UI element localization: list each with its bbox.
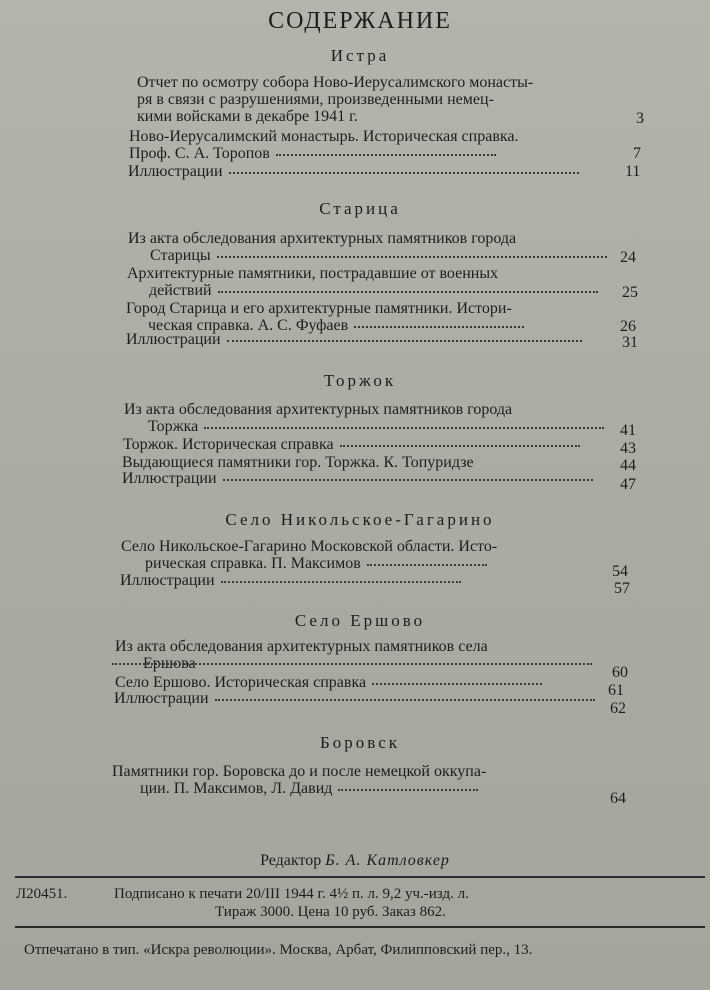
page-number: 11 [625,163,641,180]
dot-leader [229,171,579,174]
dot-leader [215,698,595,701]
page-number: 64 [610,790,626,807]
imprint-code: Л20451. [16,886,68,902]
section-title-ershovo: Село Ершово [294,611,426,630]
entry-line: Село Ершово. Историческая справка [115,674,367,691]
entry-line: Выдающиеся памятники гор. Торжка. К. Топуридзе [122,454,474,471]
entry-line: Проф. С. А. Торопов [129,145,270,162]
entry-line: Архитектурные памятники, пострадавшие от военных [127,265,499,282]
toc-entry [115,674,542,691]
page-number: 54 [612,563,628,580]
section-title-borovsk: Боровск [320,733,400,752]
toc-entry [129,128,519,162]
toc-entry [123,436,580,453]
entry-line: Город Старица и его архитектурные памятники. Истори- [126,300,512,317]
entry-line: Памятники гор. Боровска до и после немецкой оккупа- [112,763,487,780]
toc-entry [126,331,582,348]
dot-leader [372,682,542,685]
dot-leader [340,444,580,447]
divider-top [15,876,705,878]
page-number: 61 [608,682,624,699]
entry-line: Старицы [150,247,211,264]
page-number: 31 [622,334,638,351]
printer-line: Отпечатано в тип. «Искра революции». Москва, Арбат, Филипповский пер., 13. [24,942,533,958]
toc-entry [120,572,461,589]
page-number: 43 [620,440,636,457]
entry-line: ческая справка. А. С. Фуфаев [148,317,349,334]
page-number: 7 [633,145,641,162]
entry-line: Из акта обследования архитектурных памятников города [128,230,517,247]
dot-leader [276,153,496,156]
dot-leader [223,478,593,481]
entry-line: действий [149,282,212,299]
toc-entry [126,300,524,334]
entry-line: Иллюстрации [128,163,223,180]
dot-leader [354,325,524,328]
toc-entry [124,401,604,435]
toc-entry [122,454,474,471]
toc-entry [127,265,598,299]
dot-leader [367,563,487,566]
section-title-istra: Истра [330,46,390,65]
toc-entry [122,470,593,487]
entry-line: Ново-Иерусалимский монастырь. Историческая справка. [129,128,519,145]
entry-line: кими войсками в декабре 1941 г. [137,108,358,125]
section-title-nikolskoe-gagarino: Село Никольское-Гагарино [225,510,495,529]
page-number: 62 [610,700,626,717]
toc-leader-row [112,654,592,671]
editor-label: Редактор [260,852,322,869]
editor-name: Б. А. Катловкер [325,852,450,869]
page-number: 47 [620,476,636,493]
entry-line: ря в связи с разрушениями, произведенными немец- [137,91,494,108]
toc-entry [121,538,497,572]
dot-leader [112,662,592,665]
toc-entry [114,690,595,707]
dot-leader [338,788,478,791]
page-number: 3 [636,110,644,127]
toc-entry [112,763,486,797]
page-number: 57 [614,580,630,597]
divider-bottom [15,926,705,928]
entry-line: Иллюстрации [122,470,217,487]
editor-line [0,852,710,870]
entry-line: Из акта обследования архитектурных памятников села [115,638,488,655]
dot-leader [227,339,582,342]
dot-leader [204,426,604,429]
dot-leader [221,580,461,583]
toc-entry [128,230,607,264]
entry-line: Иллюстрации [126,331,221,348]
page-number: 44 [620,457,636,474]
imprint-line2: Тираж 3000. Цена 10 руб. Заказ 862. [215,904,446,920]
entry-line: Ершова [143,655,196,672]
section-title-torzhok: Торжок [323,371,397,390]
section-title-staritsa: Старица [319,199,401,218]
entry-line: Отчет по осмотру собора Ново-Иерусалимского монасты- [137,74,534,91]
entry-line: ции. П. Максимов, Л. Давид [140,780,333,797]
entry-line: Торжок. Историческая справка [123,436,334,453]
toc-entry [128,163,579,180]
entry-line: Торжка [148,418,199,435]
page-number: 24 [620,249,636,266]
page-number: 25 [622,284,638,301]
page-number: 60 [612,664,628,681]
page-number: 41 [620,422,636,439]
entry-line: Иллюстрации [114,690,209,707]
toc-entry [137,74,533,125]
entry-line: Иллюстрации [120,572,215,589]
imprint-line1: Подписано к печати 20/III 1944 г. 4½ п. л. 9,2 уч.-изд. л. [114,886,469,902]
dot-leader [217,255,607,258]
entry-line: рическая справка. П. Максимов [145,555,361,572]
dot-leader [218,290,598,293]
page-number: 26 [620,318,636,335]
page-title: СОДЕРЖАНИЕ [268,8,452,34]
entry-line: Из акта обследования архитектурных памятников города [124,401,513,418]
entry-line: Село Никольское-Гагарино Московской области. Исто- [121,538,498,555]
